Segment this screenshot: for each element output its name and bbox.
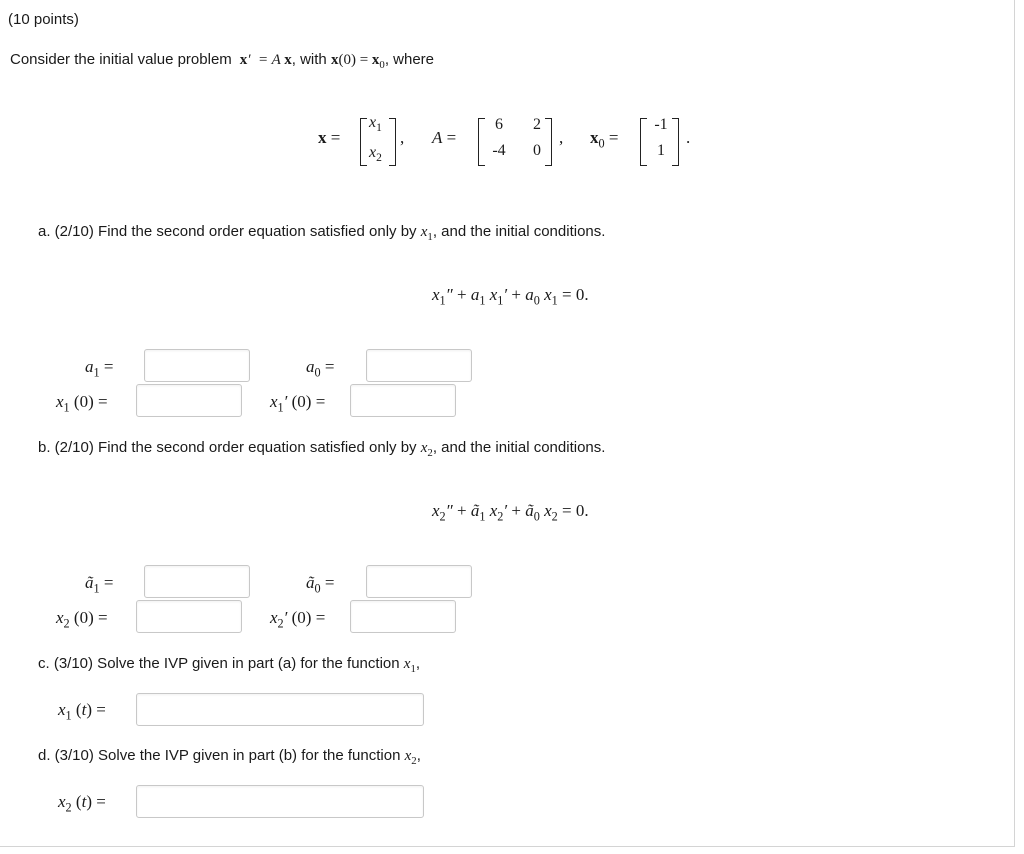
points-label: (10 points) (8, 11, 79, 28)
x1-t-label: $x_1$ (t) = (58, 700, 106, 723)
x1-0-input[interactable] (136, 384, 242, 417)
A-cell-21: -4 (492, 142, 506, 159)
a0-input[interactable] (366, 349, 472, 382)
x-left-bracket (360, 118, 367, 166)
x2-t-label: $x_2$ (t) = (58, 792, 106, 815)
x-vector-label: x = (318, 128, 341, 147)
x2-0-label: $x_2$ (0) = (56, 608, 108, 631)
x2-0-input[interactable] (136, 600, 242, 633)
x-entry-1: $x_1$ (369, 114, 382, 135)
with-text: , with (291, 51, 327, 68)
part-b-equation: $x_2''$ + $ã_1$ $x_2'$ + $ã_0$ $x_2 = 0$. (432, 501, 589, 524)
part-d-prompt: d. (3/10) Solve the IVP given in part (b) for the function $x_2$, (38, 747, 421, 767)
ivp-initial: $x(0) = x_0$ (330, 52, 385, 71)
A-cell-22: 0 (533, 142, 541, 159)
A-right-bracket (545, 118, 552, 166)
at1-input[interactable] (144, 565, 250, 598)
a1-label: $a_1$ = (85, 357, 114, 380)
A-cell-12: 2 (533, 116, 541, 133)
at0-input[interactable] (366, 565, 472, 598)
part-b-prompt: b. (2/10) Find the second order equation satisfied only by $x_2$, and the initial conditions. (38, 439, 606, 459)
x0-entry-2: 1 (657, 142, 665, 159)
at1-label: $ã_1$ = (85, 573, 114, 596)
x0-right-bracket (672, 118, 679, 166)
x0-left-bracket (640, 118, 647, 166)
where-text: , where (384, 51, 435, 68)
part-a-equation: $x_1'' + a_1$ $x_1' + a_0$ $x_1 = 0$. (432, 285, 589, 308)
A-cell-11: 6 (495, 116, 503, 133)
x1-t-input[interactable] (136, 693, 424, 726)
x-right-bracket (389, 118, 396, 166)
A-label: A = (432, 128, 457, 147)
x0-entry-1: -1 (654, 116, 668, 133)
x0-label: $x_0$ = (590, 128, 619, 151)
x2-prime-0-input[interactable] (350, 600, 456, 633)
at0-label: $ã_0$ = (306, 573, 335, 596)
part-a-prompt: a. (2/10) Find the second order equation satisfied only by $x_1$, and the initial conditions. (38, 223, 606, 243)
x-entry-2: $x_2$ (369, 144, 382, 165)
x1-0-label: $x_1$ (0) = (56, 392, 108, 415)
part-c-prompt: c. (3/10) Solve the IVP given in part (a) for the function $x_1$, (38, 655, 421, 675)
x2-t-input[interactable] (136, 785, 424, 818)
intro-text: Consider the initial value problem (10, 51, 232, 68)
x1-prime-0-label: $x_1'$ (0) = (270, 392, 326, 415)
ivp-equation: x′ = A x (239, 52, 292, 68)
a0-label: $a_0$ = (306, 357, 335, 380)
x2-prime-0-label: $x_2'$ (0) = (270, 608, 326, 631)
A-left-bracket (478, 118, 485, 166)
problem-intro (10, 51, 434, 71)
a1-input[interactable] (144, 349, 250, 382)
x1-prime-0-input[interactable] (350, 384, 456, 417)
